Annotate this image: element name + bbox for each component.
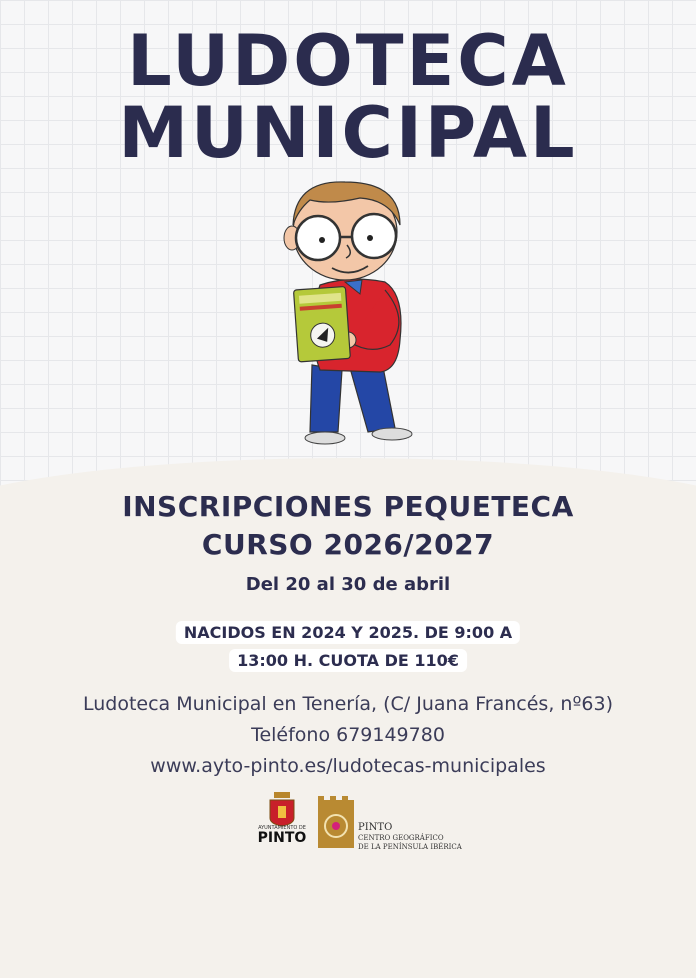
website-link[interactable]: www.ayto-pinto.es/ludotecas-municipales bbox=[150, 755, 546, 777]
centro-name: PINTO bbox=[358, 822, 393, 833]
eligibility-line-2: 13:00 H. CUOTA DE 110€ bbox=[229, 649, 467, 672]
ayuntamiento-name: PINTO bbox=[257, 830, 307, 846]
phone-text: Teléfono 679149780 bbox=[251, 724, 445, 746]
centro-subtitle-2: DE LA PENÍNSULA IBÉRICA bbox=[358, 843, 462, 851]
course-heading: CURSO 2026/2027 bbox=[201, 528, 495, 561]
address-text: Ludoteca Municipal en Tenería, (C/ Juana Francés, nº63) bbox=[82, 693, 613, 715]
title-line-1: LUDOTECA bbox=[127, 20, 569, 102]
registration-dates: Del 20 al 30 de abril bbox=[245, 574, 451, 595]
registration-heading: INSCRIPCIONES PEQUETECA bbox=[122, 490, 574, 523]
centro-subtitle-1: CENTRO GEOGRÁFICO bbox=[358, 834, 444, 842]
centro-geografico-logo-icon bbox=[318, 796, 354, 848]
ayuntamiento-label: AYUNTAMIENTO DE bbox=[258, 825, 306, 831]
title-line-2: MUNICIPAL bbox=[118, 92, 578, 174]
child-with-book-illustration bbox=[250, 170, 450, 455]
eligibility-line-1: NACIDOS EN 2024 Y 2025. DE 9:00 A bbox=[176, 621, 520, 644]
